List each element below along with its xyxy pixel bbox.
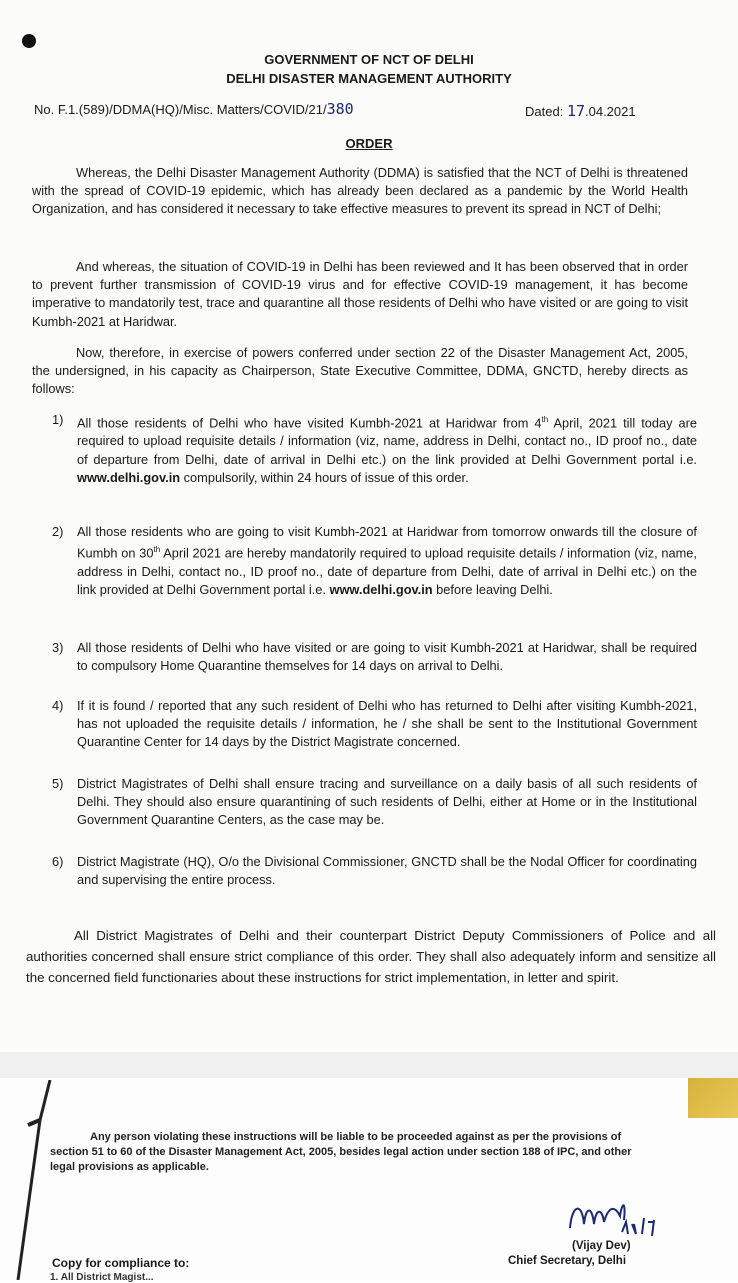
list-item <box>52 411 697 487</box>
header-line-2: DELHI DISASTER MANAGEMENT AUTHORITY <box>226 71 512 86</box>
paragraph-and-whereas: And whereas, the situation of COVID-19 in Delhi has been reviewed and It has been observed that in order to prevent further transmission of COVID-19 virus and for effective COVID-19 management, it has become imperative to mandatorily test, trace and quarantine all those residents of Delhi who have visited or are going to visit Kumbh-2021 at Haridwar. <box>32 259 688 329</box>
item-number: 4) <box>52 698 64 713</box>
list-item <box>52 775 697 830</box>
copy-label: Copy for compliance to: <box>52 1256 190 1270</box>
list-item <box>52 853 697 889</box>
closing-paragraph: All District Magistrates of Delhi and their counterpart District Deputy Commissioners of Police and all authorities concerned shall ensure strict compliance of this order. They shall also adequately inform and sensitize all the concerned field functionaries about these instructions for strict implementation, in letter and spirit. <box>26 928 716 985</box>
item-text: All those residents of Delhi who have visited or are going to visit Kumbh-2021 at Haridwar, shall be required to compulsory Home Quarantine themselves for 14 days on arrival to Delhi. <box>77 640 697 674</box>
item-text: If it is found / reported that any such resident of Delhi who has returned to Delhi after visiting Kumbh-2021, has not uploaded the requisite details / information, he / she shall be sent to the Institutional Government Quarantine Center for 14 days by the District Magistrate concerned. <box>77 698 697 750</box>
signature-icon <box>562 1194 672 1246</box>
punch-hole-mark <box>22 34 36 48</box>
cut-off-line: 1. All District Magist... <box>50 1272 154 1283</box>
portal-link: www.delhi.gov.in <box>329 581 433 597</box>
signatory-designation: Chief Secretary, Delhi <box>508 1255 627 1267</box>
item-text: All those residents who are going to visit Kumbh-2021 at Haridwar from tomorrow onwards till the closure of Kumbh on 30th April 2021 are hereby mandatorily required to upload requisite details / information (viz, name, address in Delhi, contact no., ID proof no., date of departure from Delhi, date of arrival in Delhi etc.) on the link provided at Delhi Government portal i.e. www.delhi.gov.in before leaving Delhi. <box>77 524 697 597</box>
list-item <box>52 697 697 752</box>
handwritten-reference: 380 <box>326 100 354 118</box>
paragraph-whereas: Whereas, the Delhi Disaster Management Authority (DDMA) is satisfied that the NCT of Delhi is threatened with the spread of COVID-19 epidemic, which has already been declared as a pandemic by the World Health Organization, and has considered it necessary to take effective measures to prevent its spread in NCT of Delhi; <box>32 165 688 217</box>
dated-rest: .04.2021 <box>585 104 636 119</box>
reference-text: No. F.1.(589)/DDMA(HQ)/Misc. Matters/COVID/21/ <box>34 102 327 117</box>
handwritten-day: 17 <box>566 102 585 120</box>
dated-label: Dated: <box>525 104 564 119</box>
folder-tab-corner <box>688 1078 738 1118</box>
item-number: 2) <box>52 524 64 539</box>
item-number: 5) <box>52 776 64 791</box>
order-title: ORDER <box>345 136 393 151</box>
page-gap <box>0 1052 738 1078</box>
item-number: 1) <box>52 412 64 427</box>
dated-line <box>525 102 636 120</box>
paragraph-now-therefore: Now, therefore, in exercise of powers conferred under section 22 of the Disaster Management Act, 2005, the undersigned, in his capacity as Chairperson, State Executive Committee, DDMA, GNCTD, hereby directs as follows: <box>32 345 688 397</box>
list-item <box>52 639 697 675</box>
item-text: All those residents of Delhi who have visited Kumbh-2021 at Haridwar from 4th April, 2021 till today are required to upload requisite details / information (viz, name, address in Delhi, contact no., ID proof no., date of departure from Delhi, date of arrival in Delhi etc.) on the link provided at Delhi Government portal i.e. www.delhi.gov.in compulsorily, within 24 hours of issue of this order. <box>77 415 697 485</box>
pen-mark-icon <box>10 1080 60 1280</box>
portal-link: www.delhi.gov.in <box>77 469 181 485</box>
item-text: District Magistrate (HQ), O/o the Divisional Commissioner, GNCTD shall be the Nodal Officer for coordinating and supervising the entire process. <box>77 854 697 888</box>
signatory-name: (Vijay Dev) <box>572 1240 631 1252</box>
list-item <box>52 523 697 599</box>
header-line-1: GOVERNMENT OF NCT OF DELHI <box>264 52 474 67</box>
item-text: District Magistrates of Delhi shall ensure tracing and surveillance on a daily basis of all such residents of Delhi. They should also ensure quarantining of such residents of Delhi, either at Home or in the Institutional Government Quarantine Centers, as the case may be. <box>77 776 697 828</box>
penalty-paragraph: Any person violating these instructions will be liable to be proceeded against as per the provisions of section 51 to 60 of the Disaster Management Act, 2005, besides legal action under section 188 of IPC, and other legal provisions as applicable. <box>50 1131 632 1173</box>
reference-number <box>34 100 354 118</box>
item-number: 6) <box>52 854 64 869</box>
item-number: 3) <box>52 640 64 655</box>
